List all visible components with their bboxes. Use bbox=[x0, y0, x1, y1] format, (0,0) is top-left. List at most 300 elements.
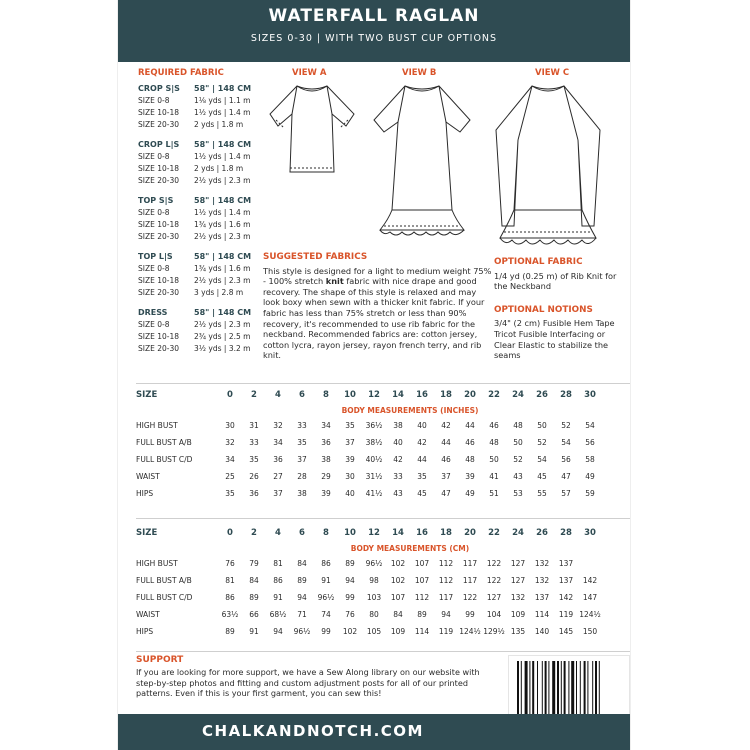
size-column-header: 0 bbox=[227, 527, 233, 538]
yardage-value: 1¾ yds | 1.6 m bbox=[194, 220, 251, 229]
size-column-header: 22 bbox=[488, 527, 500, 538]
divider-bottom bbox=[136, 651, 630, 652]
measurement-value: 81 bbox=[273, 559, 283, 568]
measurement-value: 52 bbox=[537, 438, 547, 447]
size-column-header: 30 bbox=[584, 527, 596, 538]
measurement-value: 137 bbox=[558, 559, 574, 568]
measurement-value: 47 bbox=[441, 489, 451, 498]
suggested-fabrics-text bbox=[263, 266, 495, 361]
measurement-label: FULL BUST C/D bbox=[136, 593, 193, 602]
measurement-value: 31½ bbox=[365, 472, 383, 481]
size-column-header: 28 bbox=[560, 527, 572, 538]
size-range: SIZE 20-30 bbox=[138, 344, 180, 353]
measurement-value: 34 bbox=[321, 421, 331, 430]
size-column-header: 26 bbox=[536, 389, 548, 400]
measurement-value: 71 bbox=[297, 610, 307, 619]
measurement-value: 89 bbox=[417, 610, 427, 619]
measurement-row bbox=[136, 417, 602, 434]
suggested-text-part1: This style is designed for a light to medium weight 75% - 100% stretch bbox=[263, 265, 492, 287]
size-range: SIZE 10-18 bbox=[138, 164, 180, 173]
measurement-row bbox=[136, 555, 602, 572]
measurement-value: 109 bbox=[390, 627, 406, 636]
measurement-label: WAIST bbox=[136, 472, 160, 481]
pattern-subtitle: SIZES 0-30 | WITH TWO BUST CUP OPTIONS bbox=[250, 33, 498, 44]
measurement-value: 84 bbox=[393, 610, 403, 619]
view-a-crop-tee-illustration bbox=[262, 80, 362, 180]
measurement-value: 40½ bbox=[365, 455, 383, 464]
fabric-yardage-row bbox=[138, 163, 264, 175]
measurement-value: 102 bbox=[390, 576, 406, 585]
measurement-value: 33 bbox=[249, 438, 259, 447]
yardage-value: 1½ yds | 1.4 m bbox=[194, 152, 251, 161]
measurement-row bbox=[136, 468, 602, 485]
fabric-width: 58" | 148 CM bbox=[194, 252, 252, 261]
measurement-value: 114 bbox=[534, 610, 550, 619]
measurement-value: 51 bbox=[489, 489, 499, 498]
measurement-section-heading: BODY MEASUREMENTS (INCHES) bbox=[341, 405, 479, 415]
fabric-group bbox=[138, 196, 264, 243]
size-label: SIZE bbox=[136, 389, 158, 400]
measurement-value: 104 bbox=[486, 610, 502, 619]
measurement-label: HIPS bbox=[136, 627, 154, 636]
view-c-label: VIEW C bbox=[535, 68, 570, 78]
fabric-group-header bbox=[138, 308, 264, 317]
size-column-header: 18 bbox=[440, 527, 452, 538]
measurement-value: 140 bbox=[534, 627, 550, 636]
fabric-yardage-row bbox=[138, 151, 264, 163]
measurement-value: 96½ bbox=[365, 559, 383, 568]
measurement-value: 94 bbox=[441, 610, 451, 619]
measurement-value: 109 bbox=[510, 610, 526, 619]
header-band bbox=[118, 0, 630, 62]
measurement-value: 80 bbox=[369, 610, 379, 619]
measurement-value: 46 bbox=[489, 421, 499, 430]
yardage-value: 1¾ yds | 1.6 m bbox=[194, 264, 251, 273]
measurement-value: 103 bbox=[366, 593, 382, 602]
measurement-value: 127 bbox=[510, 559, 526, 568]
measurement-value: 35 bbox=[249, 455, 259, 464]
measurement-row bbox=[136, 623, 602, 640]
fabric-yardage-row bbox=[138, 343, 264, 355]
size-column-header: 8 bbox=[323, 389, 329, 400]
size-range: SIZE 10-18 bbox=[138, 276, 180, 285]
divider-top bbox=[136, 383, 630, 384]
measurement-value: 49 bbox=[585, 472, 595, 481]
measurement-value: 35 bbox=[225, 489, 235, 498]
size-column-header: 6 bbox=[299, 527, 305, 538]
measurement-value: 36 bbox=[249, 489, 259, 498]
fabric-width: 58" | 148 CM bbox=[194, 308, 252, 317]
measurement-value: 32 bbox=[273, 421, 283, 430]
size-column-header: 2 bbox=[251, 389, 257, 400]
measurement-value: 84 bbox=[249, 576, 259, 585]
size-column-header: 0 bbox=[227, 389, 233, 400]
measurement-value: 46 bbox=[441, 455, 451, 464]
yardage-value: 2 yds | 1.8 m bbox=[194, 164, 244, 173]
measurement-value: 37 bbox=[297, 455, 307, 464]
size-column-header: 16 bbox=[416, 389, 428, 400]
fabric-groups bbox=[138, 84, 264, 355]
measurement-value: 79 bbox=[249, 559, 259, 568]
optional-notions-heading: OPTIONAL NOTIONS bbox=[494, 304, 593, 315]
size-range: SIZE 10-18 bbox=[138, 220, 180, 229]
measurement-value: 45 bbox=[537, 472, 547, 481]
fabric-group-header bbox=[138, 196, 264, 205]
measurement-value: 34 bbox=[225, 455, 235, 464]
measurement-value: 39 bbox=[345, 455, 355, 464]
measurement-value: 38 bbox=[321, 455, 331, 464]
fabric-yardage-row bbox=[138, 207, 264, 219]
measurement-row bbox=[136, 589, 602, 606]
measurement-value: 37 bbox=[273, 489, 283, 498]
yardage-value: 1½ yds | 1.4 m bbox=[194, 108, 251, 117]
measurement-row bbox=[136, 485, 602, 502]
empty-cell bbox=[136, 403, 218, 417]
measurement-value: 86 bbox=[273, 576, 283, 585]
size-range: SIZE 0-8 bbox=[138, 264, 170, 273]
measurement-label: HIGH BUST bbox=[136, 559, 178, 568]
size-range: SIZE 0-8 bbox=[138, 152, 170, 161]
measurement-value: 142 bbox=[582, 576, 598, 585]
measurement-section-heading: BODY MEASUREMENTS (CM) bbox=[350, 543, 470, 553]
measurement-value: 68½ bbox=[269, 610, 287, 619]
measurement-value: 35 bbox=[297, 438, 307, 447]
size-range: SIZE 0-8 bbox=[138, 96, 170, 105]
measurement-value: 86 bbox=[321, 559, 331, 568]
fabric-yardage-row bbox=[138, 331, 264, 343]
size-column-header: 26 bbox=[536, 527, 548, 538]
measurement-value: 117 bbox=[462, 576, 478, 585]
measurement-value: 112 bbox=[414, 593, 430, 602]
measurement-value: 28 bbox=[297, 472, 307, 481]
website-link[interactable]: CHALKANDNOTCH.COM bbox=[202, 722, 424, 740]
measurement-label: FULL BUST C/D bbox=[136, 455, 193, 464]
fabric-group-name: DRESS bbox=[138, 308, 168, 317]
measurement-value: 54 bbox=[585, 421, 595, 430]
measurement-value: 48 bbox=[513, 421, 523, 430]
measurement-value: 89 bbox=[249, 593, 259, 602]
measurement-value: 34 bbox=[273, 438, 283, 447]
fabric-group-header bbox=[138, 84, 264, 93]
measurement-value: 48 bbox=[465, 455, 475, 464]
size-column-header: 24 bbox=[512, 527, 524, 538]
size-header-row bbox=[136, 386, 602, 403]
measurement-value: 94 bbox=[297, 593, 307, 602]
size-column-header: 4 bbox=[275, 527, 281, 538]
measurement-row bbox=[136, 451, 602, 468]
measurement-label: FULL BUST A/B bbox=[136, 576, 192, 585]
size-column-header: 12 bbox=[368, 527, 380, 538]
measurement-value: 107 bbox=[390, 593, 406, 602]
measurement-value: 40 bbox=[345, 489, 355, 498]
fabric-yardage-row bbox=[138, 287, 264, 299]
measurement-value: 56 bbox=[561, 455, 571, 464]
size-range: SIZE 20-30 bbox=[138, 232, 180, 241]
view-b-label: VIEW B bbox=[402, 68, 437, 78]
measurement-label: HIPS bbox=[136, 489, 154, 498]
yardage-value: 2½ yds | 2.3 m bbox=[194, 232, 251, 241]
measurement-value: 50 bbox=[513, 438, 523, 447]
measurement-value: 47 bbox=[561, 472, 571, 481]
measurement-value: 27 bbox=[273, 472, 283, 481]
measurement-value: 52 bbox=[561, 421, 571, 430]
size-range: SIZE 10-18 bbox=[138, 332, 180, 341]
measurement-value: 41½ bbox=[365, 489, 383, 498]
measurement-value: 99 bbox=[465, 610, 475, 619]
size-range: SIZE 20-30 bbox=[138, 288, 180, 297]
measurement-label: FULL BUST A/B bbox=[136, 438, 192, 447]
measurement-value: 26 bbox=[249, 472, 259, 481]
fabric-group-name: CROP S|S bbox=[138, 84, 180, 93]
size-column-header: 10 bbox=[344, 527, 356, 538]
measurement-value: 25 bbox=[225, 472, 235, 481]
measurement-value: 119 bbox=[438, 627, 454, 636]
measurement-value: 98 bbox=[369, 576, 379, 585]
fabric-group bbox=[138, 252, 264, 299]
measurement-row bbox=[136, 606, 602, 623]
measurement-value: 89 bbox=[225, 627, 235, 636]
fabric-group bbox=[138, 140, 264, 187]
fabric-yardage-row bbox=[138, 95, 264, 107]
measurement-value: 84 bbox=[297, 559, 307, 568]
measurement-value: 42 bbox=[441, 421, 451, 430]
inches-measurement-table bbox=[136, 386, 602, 502]
measurement-value: 59 bbox=[585, 489, 595, 498]
yardage-value: 2¾ yds | 2.5 m bbox=[194, 332, 251, 341]
measurement-value: 89 bbox=[297, 576, 307, 585]
fabric-yardage-row bbox=[138, 175, 264, 187]
measurement-value: 55 bbox=[537, 489, 547, 498]
fabric-group-name: TOP S|S bbox=[138, 196, 174, 205]
fabric-yardage-row bbox=[138, 263, 264, 275]
measurement-row bbox=[136, 434, 602, 451]
suggested-fabrics-heading: SUGGESTED FABRICS bbox=[263, 252, 368, 262]
required-fabric-panel bbox=[138, 68, 264, 364]
measurement-label: WAIST bbox=[136, 610, 160, 619]
fabric-yardage-row bbox=[138, 275, 264, 287]
size-column-header: 10 bbox=[344, 389, 356, 400]
measurement-value: 57 bbox=[561, 489, 571, 498]
measurement-value: 38 bbox=[393, 421, 403, 430]
measurement-value: 91 bbox=[321, 576, 331, 585]
measurement-value: 39 bbox=[321, 489, 331, 498]
measurement-value: 37 bbox=[441, 472, 451, 481]
fabric-yardage-row bbox=[138, 231, 264, 243]
measurement-value: 66 bbox=[249, 610, 259, 619]
measurement-value: 52 bbox=[513, 455, 523, 464]
measurement-value: 39 bbox=[465, 472, 475, 481]
fabric-yardage-row bbox=[138, 319, 264, 331]
measurement-value: 50 bbox=[537, 421, 547, 430]
measurement-value: 63½ bbox=[221, 610, 239, 619]
measurement-value: 99 bbox=[321, 627, 331, 636]
size-column-header: 28 bbox=[560, 389, 572, 400]
measurement-value: 40 bbox=[417, 421, 427, 430]
measurement-value: 36½ bbox=[365, 421, 383, 430]
measurement-value: 33 bbox=[393, 472, 403, 481]
measurement-value: 30 bbox=[225, 421, 235, 430]
size-column-header: 6 bbox=[299, 389, 305, 400]
size-column-header: 16 bbox=[416, 527, 428, 538]
measurement-value: 81 bbox=[225, 576, 235, 585]
size-column-header: 30 bbox=[584, 389, 596, 400]
measurement-value: 117 bbox=[462, 559, 478, 568]
measurement-value: 36 bbox=[273, 455, 283, 464]
view-b-top-illustration bbox=[362, 80, 482, 250]
size-range: SIZE 20-30 bbox=[138, 176, 180, 185]
measurement-value: 102 bbox=[342, 627, 358, 636]
measurement-value: 91 bbox=[273, 593, 283, 602]
measurement-value: 32 bbox=[225, 438, 235, 447]
yardage-value: 2½ yds | 2.3 m bbox=[194, 176, 251, 185]
optional-fabric-heading: OPTIONAL FABRIC bbox=[494, 257, 583, 267]
size-header-row bbox=[136, 524, 602, 541]
measurement-value: 112 bbox=[438, 559, 454, 568]
measurement-value: 117 bbox=[438, 593, 454, 602]
support-panel bbox=[136, 655, 502, 699]
size-column-header: 20 bbox=[464, 389, 476, 400]
measurement-value: 94 bbox=[345, 576, 355, 585]
yardage-value: 1½ yds | 1.4 m bbox=[194, 208, 251, 217]
measurement-value: 45 bbox=[417, 489, 427, 498]
measurement-value: 147 bbox=[582, 593, 598, 602]
measurement-value: 54 bbox=[561, 438, 571, 447]
measurement-value: 37 bbox=[345, 438, 355, 447]
measurement-row bbox=[136, 572, 602, 589]
measurement-value: 122 bbox=[486, 559, 502, 568]
yardage-value: 2½ yds | 2.3 m bbox=[194, 276, 251, 285]
size-column-header: 20 bbox=[464, 527, 476, 538]
measurement-value: 132 bbox=[534, 576, 550, 585]
measurement-value: 124½ bbox=[459, 627, 481, 636]
measurement-value: 44 bbox=[417, 455, 427, 464]
measurement-value: 127 bbox=[486, 593, 502, 602]
fabric-width: 58" | 148 CM bbox=[194, 84, 252, 93]
yardage-value: 2 yds | 1.8 m bbox=[194, 120, 244, 129]
size-column-header: 2 bbox=[251, 527, 257, 538]
measurement-value: 74 bbox=[321, 610, 331, 619]
fabric-yardage-row bbox=[138, 219, 264, 231]
measurement-value: 56 bbox=[585, 438, 595, 447]
measurement-value: 44 bbox=[441, 438, 451, 447]
yardage-value: 1⅛ yds | 1.1 m bbox=[194, 96, 251, 105]
fabric-group-header bbox=[138, 252, 264, 261]
measurement-value: 96½ bbox=[293, 627, 311, 636]
measurement-value: 76 bbox=[225, 559, 235, 568]
fabric-group-name: CROP L|S bbox=[138, 140, 180, 149]
measurement-value: 29 bbox=[321, 472, 331, 481]
measurement-value: 124½ bbox=[579, 610, 601, 619]
fabric-yardage-row bbox=[138, 119, 264, 131]
measurement-value: 36 bbox=[321, 438, 331, 447]
pattern-title: WATERFALL RAGLAN bbox=[268, 6, 480, 26]
optional-panel bbox=[494, 257, 627, 361]
fabric-group-name: TOP L|S bbox=[138, 252, 173, 261]
measurement-value: 43 bbox=[393, 489, 403, 498]
measurement-value: 107 bbox=[414, 576, 430, 585]
size-column-header: 22 bbox=[488, 389, 500, 400]
size-column-header: 8 bbox=[323, 527, 329, 538]
size-range: SIZE 0-8 bbox=[138, 320, 170, 329]
measurement-value: 122 bbox=[462, 593, 478, 602]
fabric-group-header bbox=[138, 140, 264, 149]
optional-notions-line1: 3/4" (2 cm) Fusible Hem Tape bbox=[494, 318, 615, 329]
measurement-value: 132 bbox=[534, 559, 550, 568]
section-heading-row bbox=[136, 541, 602, 555]
size-label: SIZE bbox=[136, 527, 158, 538]
measurement-value: 114 bbox=[414, 627, 430, 636]
measurement-value: 33 bbox=[297, 421, 307, 430]
view-a-label: VIEW A bbox=[292, 68, 327, 78]
fabric-yardage-row bbox=[138, 107, 264, 119]
fabric-width: 58" | 148 CM bbox=[194, 196, 252, 205]
suggested-text-bold: knit bbox=[325, 276, 344, 287]
empty-cell bbox=[136, 541, 218, 555]
measurement-value: 112 bbox=[438, 576, 454, 585]
suggested-text-part2: fabric with nice drape and good recovery. The shape of this style is relaxed and may look boxy when sewn with a thicker knit fabric. If your fabric has less than 75% stretch or less than 90% recovery, it's recommended to use rib fabric for the neckband. Recommended fabrics are: cotton jersey, cotton lycra, rayon jersey, rayon french terry, and rib knit. bbox=[263, 276, 485, 361]
fabric-group bbox=[138, 84, 264, 131]
fabric-width: 58" | 148 CM bbox=[194, 140, 252, 149]
size-range: SIZE 20-30 bbox=[138, 120, 180, 129]
optional-fabric-text: 1/4 yd (0.25 m) of Rib Knit for the Neckband bbox=[494, 270, 617, 292]
yardage-value: 3½ yds | 3.2 m bbox=[194, 344, 251, 353]
support-heading: SUPPORT bbox=[136, 655, 184, 665]
measurement-value: 38½ bbox=[365, 438, 383, 447]
measurement-value: 135 bbox=[510, 627, 526, 636]
measurement-value: 91 bbox=[249, 627, 259, 636]
measurement-value: 38 bbox=[297, 489, 307, 498]
size-column-header: 24 bbox=[512, 389, 524, 400]
size-column-header: 12 bbox=[368, 389, 380, 400]
divider-middle bbox=[136, 518, 630, 519]
measurement-value: 119 bbox=[558, 610, 574, 619]
size-range: SIZE 10-18 bbox=[138, 108, 180, 117]
fabric-group bbox=[138, 308, 264, 355]
measurement-value: 46 bbox=[465, 438, 475, 447]
size-column-header: 14 bbox=[392, 389, 404, 400]
measurement-value: 94 bbox=[273, 627, 283, 636]
measurement-value: 42 bbox=[417, 438, 427, 447]
yardage-value: 2½ yds | 2.3 m bbox=[194, 320, 251, 329]
size-range: SIZE 0-8 bbox=[138, 208, 170, 217]
section-heading-row bbox=[136, 403, 602, 417]
measurement-value: 30 bbox=[345, 472, 355, 481]
measurement-value: 40 bbox=[393, 438, 403, 447]
measurement-value: 44 bbox=[465, 421, 475, 430]
measurement-value: 107 bbox=[414, 559, 430, 568]
size-column-header: 18 bbox=[440, 389, 452, 400]
measurement-value: 96½ bbox=[317, 593, 335, 602]
measurement-value: 102 bbox=[390, 559, 406, 568]
view-c-dress-illustration bbox=[482, 80, 612, 260]
measurement-value: 105 bbox=[366, 627, 382, 636]
measurement-value: 129½ bbox=[483, 627, 505, 636]
measurement-value: 50 bbox=[489, 455, 499, 464]
measurement-value: 137 bbox=[558, 576, 574, 585]
measurement-value: 127 bbox=[510, 576, 526, 585]
measurement-value: 58 bbox=[585, 455, 595, 464]
optional-notions-line2: Tricot Fusible Interfacing or Clear Elastic to stabilize the seams bbox=[494, 328, 609, 361]
measurement-value: 145 bbox=[558, 627, 574, 636]
measurement-value: 89 bbox=[345, 559, 355, 568]
measurement-value: 42 bbox=[393, 455, 403, 464]
yardage-value: 3 yds | 2.8 m bbox=[194, 288, 244, 297]
measurement-value: 49 bbox=[465, 489, 475, 498]
measurement-value: 54 bbox=[537, 455, 547, 464]
measurement-value: 150 bbox=[582, 627, 598, 636]
measurement-value: 35 bbox=[345, 421, 355, 430]
measurement-value: 86 bbox=[225, 593, 235, 602]
